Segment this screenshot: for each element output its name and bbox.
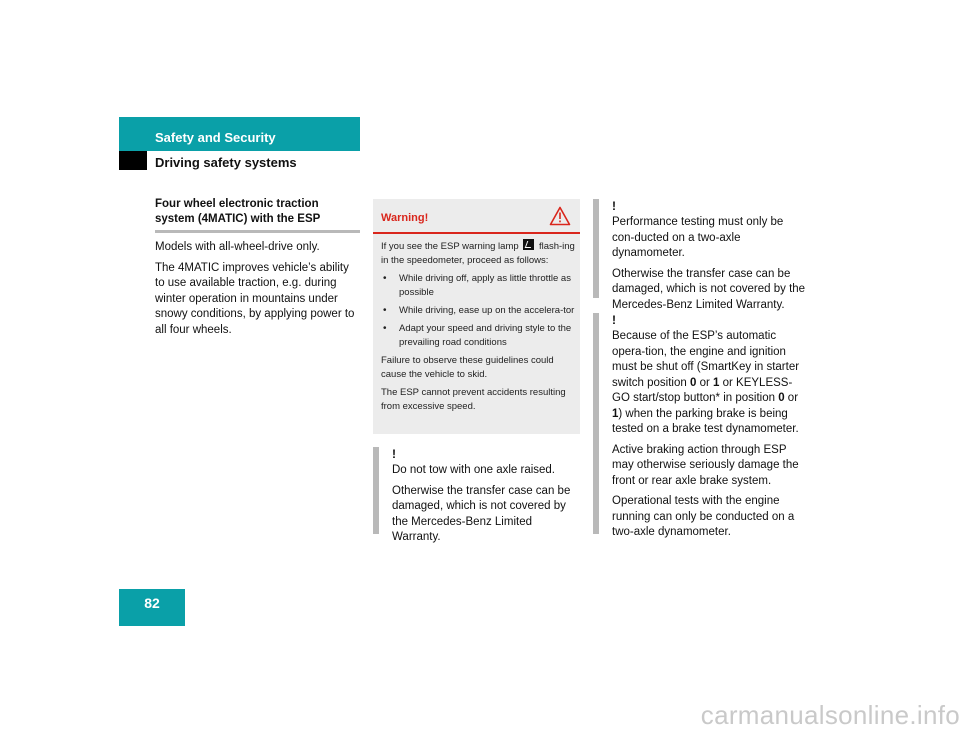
position-value: 1: [612, 407, 619, 420]
notice-performance-testing: [593, 199, 808, 311]
notice-text: [612, 215, 807, 318]
warning-paragraph: Failure to observe these guidelines could cause the vehicle to skid.: [381, 355, 554, 380]
text-run: or: [784, 392, 799, 404]
warning-bullet: • While driving off, apply as little throttle as possible: [381, 272, 575, 300]
position-value: 1: [713, 376, 720, 389]
notice-brake-test: [593, 313, 808, 538]
warning-header: [373, 199, 580, 234]
exclamation-icon: !: [612, 313, 616, 327]
warning-box: [373, 199, 580, 434]
warning-intro: [381, 239, 575, 268]
warning-paragraph: The ESP cannot prevent accidents resulting from excessive speed.: [381, 387, 566, 412]
notice-text: [612, 329, 807, 546]
warning-intro-a: If you see the ESP warning lamp: [381, 241, 519, 252]
notice-bar: [593, 313, 599, 534]
body-paragraph: Models with all-wheel-drive only.: [155, 241, 320, 253]
notice-tow: [373, 447, 580, 543]
esp-warning-lamp-icon: [523, 239, 534, 250]
text-run: Because of the ESP’s automatic opera-tion, the engine and ignition must be shut off (SmartKey in starter switch position: [612, 330, 800, 389]
section-heading: Four wheel electronic traction system (4MATIC) with the ESP: [155, 197, 360, 233]
warning-list: [381, 272, 575, 350]
notice-paragraph: Do not tow with one axle raised.: [392, 464, 556, 476]
body-paragraph: The 4MATIC improves vehicle’s ability to use available traction, e.g. during winter operation in mountains under snowy conditions, by applying power to all four wheels.: [155, 261, 355, 336]
warning-triangle-icon: [549, 206, 571, 226]
page-number-box: [119, 589, 185, 626]
watermark: carmanualsonline.info: [700, 700, 960, 730]
exclamation-icon: !: [612, 199, 616, 213]
text-run: ) when the parking brake is being tested on a brake test dynamometer.: [612, 407, 799, 435]
page-number: 82: [144, 595, 160, 611]
warning-title: Warning!: [381, 212, 429, 224]
text-run: or: [696, 376, 714, 389]
warning-bullet: • Adapt your speed and driving style to the prevailing road conditions: [381, 322, 575, 350]
notice-paragraph: Otherwise the transfer case can be damaged, which is not covered by the Mercedes-Benz Limited Warranty.: [392, 484, 571, 543]
warning-bullet: • While driving, ease up on the accelera-tor: [381, 304, 575, 318]
text-run: or KEYLESS-GO start/stop button* in position: [612, 376, 793, 404]
section-body: [155, 240, 360, 343]
section-title: Driving safety systems: [155, 155, 297, 170]
notice-paragraph: Otherwise the transfer case can be damaged, which is not covered by the Mercedes-Benz Limited Warranty.: [612, 267, 806, 311]
notice-paragraph: Performance testing must only be con-ducted on a two-axle dynamometer.: [612, 216, 784, 259]
position-value: 0: [778, 392, 785, 404]
chapter-title: Safety and Security: [155, 130, 276, 145]
warning-intro-b: flash-ing in the speedometer, proceed as follows:: [381, 241, 575, 266]
notice-text: [392, 463, 582, 551]
notice-bar: [373, 447, 379, 534]
notice-paragraph: Operational tests with the engine running can only be conducted on a two-axle dynamometer.: [612, 495, 795, 538]
position-value: 0: [689, 376, 697, 389]
notice-paragraph: Active braking action through ESP may otherwise seriously damage the front or rear axle brake system.: [612, 443, 799, 487]
notice-bar: [593, 199, 599, 298]
subheader-marker: [119, 151, 147, 170]
exclamation-icon: !: [392, 447, 396, 461]
notice-paragraph: [612, 329, 807, 438]
warning-body: [381, 239, 575, 418]
